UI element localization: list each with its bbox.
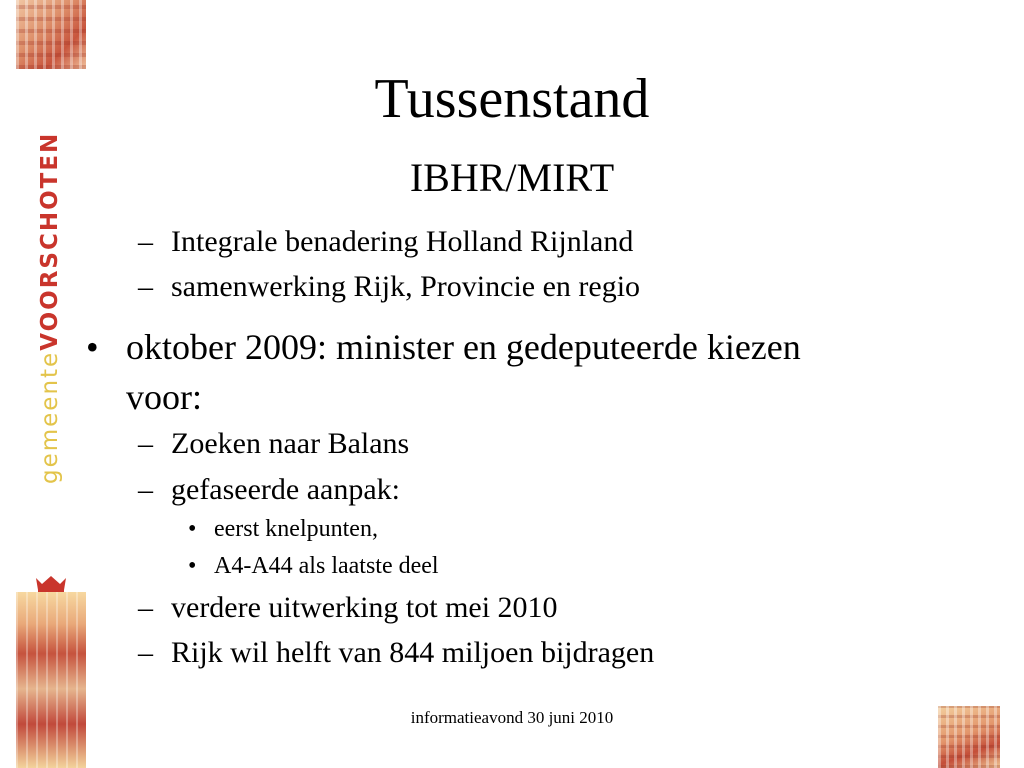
dash-marker: – (138, 225, 153, 258)
logo-prefix: gemeente (37, 350, 63, 484)
sub-item-aanpak: gefaseerde aanpak: (171, 473, 401, 506)
town-photo-bottom (16, 592, 86, 768)
logo-name: VOORSCHOTEN (37, 131, 63, 351)
dash-marker: – (138, 427, 153, 460)
slide-subtitle: IBHR/MIRT (409, 155, 615, 200)
sub-item-balans: Zoeken naar Balans (171, 427, 410, 460)
slide-title: Tussenstand (374, 68, 650, 130)
bullet-marker: • (86, 327, 99, 367)
sub-bullet-marker: • (188, 553, 197, 579)
bullet-line-2: voor: (126, 377, 202, 417)
town-photo-top (16, 0, 86, 69)
sub-item-uitwerking: verdere uitwerking tot mei 2010 (171, 591, 558, 624)
dash-marker: – (138, 473, 153, 506)
dash-marker: – (138, 591, 153, 624)
bullet-line-1: oktober 2009: minister en gedeputeerde kiezen (126, 327, 801, 367)
dash-marker: – (138, 270, 153, 303)
sub-sub-item-2: A4-A44 als laatste deel (214, 553, 439, 579)
sub-bullet-marker: • (188, 516, 197, 542)
slide-footer: informatieavond 30 juni 2010 (410, 708, 614, 727)
sub-item-bijdragen: Rijk wil helft van 844 miljoen bijdragen (171, 636, 655, 669)
intro-item-1: Integrale benadering Holland Rijnland (171, 225, 634, 258)
dash-marker: – (138, 636, 153, 669)
intro-item-2: samenwerking Rijk, Provincie en regio (171, 270, 641, 303)
sub-sub-item-1: eerst knelpunten, (214, 516, 378, 542)
